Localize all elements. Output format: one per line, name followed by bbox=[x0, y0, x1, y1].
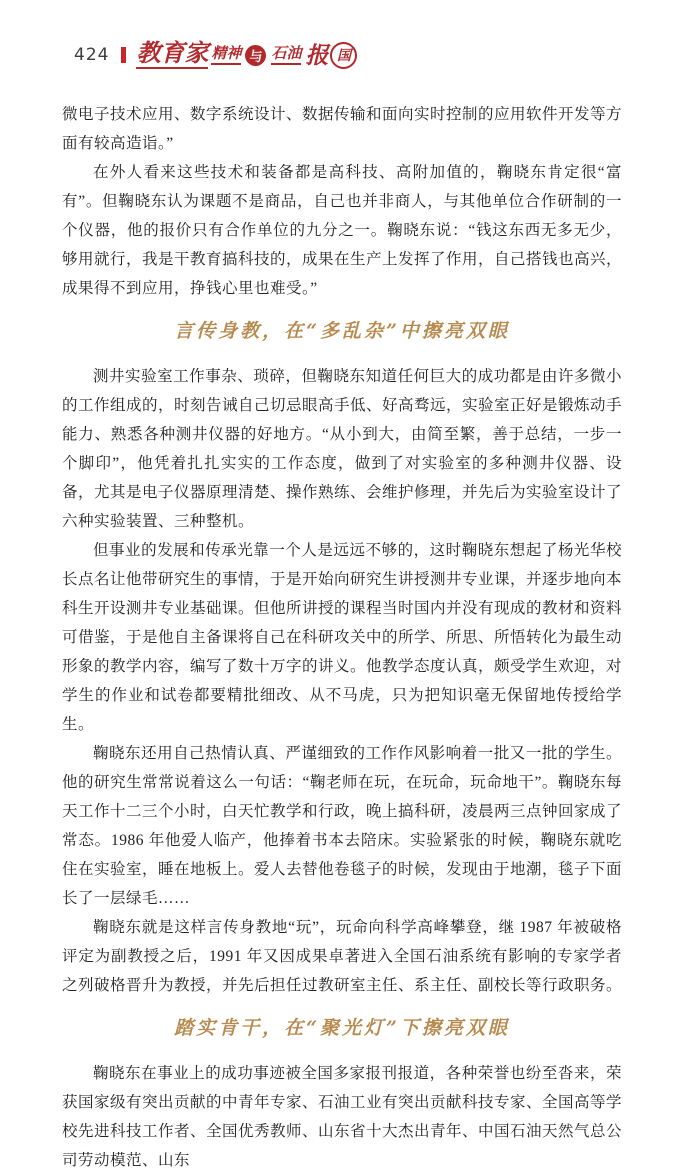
page-number: 424 bbox=[74, 45, 110, 65]
page-header bbox=[74, 38, 622, 72]
logo-segment-serve: 报 bbox=[305, 41, 329, 69]
paragraph: 鞠晓东在事业上的成功事迹被全国多家报刊报道，各种荣誉也纷至沓来，荣获国家级有突出贡献的中青年专家、石油工业有突出贡献科技专家、全国高等学校先进科技工作者、全国优秀教师、山东省十大杰出青年、中国石油天然气总公司劳动模范、山东 bbox=[62, 1064, 623, 1169]
paragraph: 鞠晓东就是这样言传身教地“玩”，玩命向科学高峰攀登，继 1987 年被破格评定为副教授之后，1991 年又因成果卓著进入全国石油系统有影响的专家学者之列破格晋升为教授，并先后担任过教研室主任、系主任、副校长等行政职务。 bbox=[62, 918, 623, 994]
logo-connector-circle: 与 bbox=[245, 45, 266, 66]
section-heading-1: 言传身教，在“多乱杂”中擦亮双眼 bbox=[174, 320, 510, 342]
paragraph-continuation: 微电子技术应用、数字系统设计、数据传输和面向实时控制的应用软件开发等方面有较高造诣。” bbox=[62, 106, 623, 152]
paragraph: 鞠晓东还用自己热情认真、严谨细致的工作作风影响着一批又一批的学生。他的研究生常常说着这么一句话：“鞠老师在玩，在玩命，玩命地干”。鞠晓东每天工作十二三个小时，白天忙教学和行政，晚上搞科研，凌晨两三点钟回家成了常态。1986 年他爱人临产，他捧着书本去陪床。实验紧张的时候，鞠晓东就吃住在实验室，睡在地板上。爱人去替他卷毯子的时候，发现由于地潮，毯子下面长了一层绿毛…… bbox=[62, 744, 623, 907]
page-body-text bbox=[62, 100, 622, 1175]
logo-segment-country-circle: 国 bbox=[330, 42, 357, 69]
logo-segment-spirit: 精神 bbox=[211, 46, 241, 65]
header-divider-bar bbox=[121, 47, 126, 63]
paragraph: 但事业的发展和传承光靠一个人是远远不够的，这时鞠晓东想起了杨光华校长点名让他带研究生的事情，于是开始向研究生讲授测井专业课，并逐步地向本科生开设测井专业基础课。但他所讲授的课程当时国内并没有现成的教材和资料可借鉴，于是他自主备课将自己在科研攻关中的所学、所思、所悟转化为最生动形象的教学内容，编写了数十万字的讲义。他教学态度认真，颇受学生欢迎，对学生的作业和试卷都要精批细改、从不马虎，只为把知识毫无保留地传授给学生。 bbox=[62, 541, 623, 733]
paragraph: 测井实验室工作事杂、琐碎，但鞠晓东知道任何巨大的成功都是由许多微小的工作组成的，时刻告诫自己切忌眼高手低、好高骛远，实验室正好是锻炼动手能力、熟悉各种测井仪器的好地方。“从小到大，由简至繁，善于总结，一步一个脚印”，他凭着扎扎实实的工作态度，做到了对实验室的多种测井仪器、设备，尤其是电子仪器原理清楚、操作熟练、会维护修理，并先后为实验室设计了六种实验装置、三种整机。 bbox=[62, 367, 623, 530]
book-title-logo bbox=[136, 38, 357, 69]
logo-segment-educator: 教育家 bbox=[136, 38, 209, 67]
logo-segment-petroleum: 石油 bbox=[271, 46, 301, 65]
section-heading-2: 踏实肯干，在“聚光灯”下擦亮双眼 bbox=[174, 1016, 510, 1039]
paragraph: 在外人看来这些技术和装备都是高科技、高附加值的，鞠晓东肯定很“富有”。但鞠晓东认为课题不是商品，自己也并非商人，与其他单位合作研制的一个仪器，他的报价只有合作单位的九分之一。鞠晓东说：“钱这东西无多无少，够用就行，我是干教育搞科技的，成果在生产上发挥了作用，自己搭钱也高兴，成果得不到应用，挣钱心里也难受。” bbox=[62, 164, 623, 297]
